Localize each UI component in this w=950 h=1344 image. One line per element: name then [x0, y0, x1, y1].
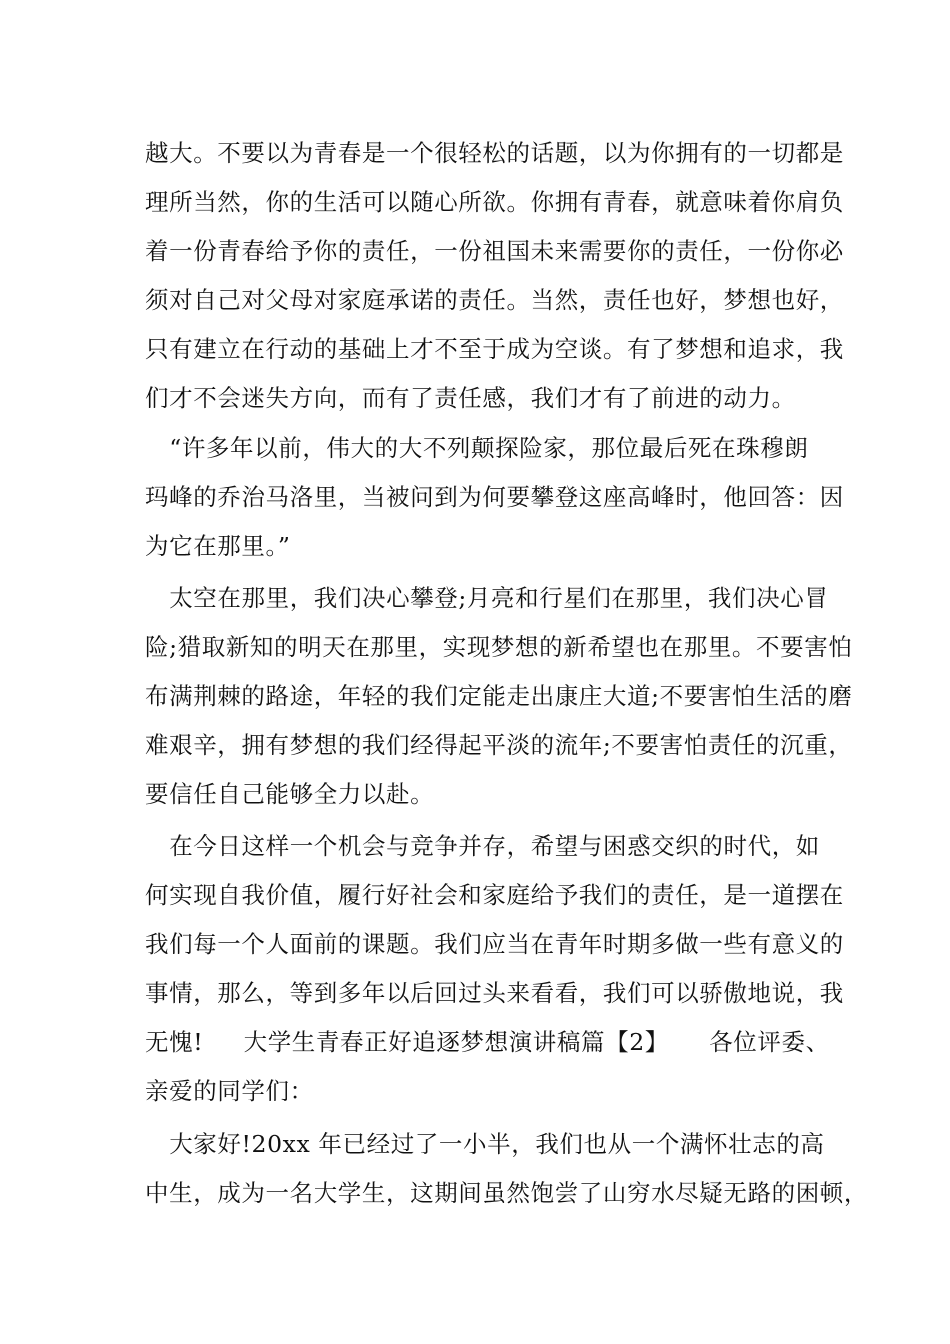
text-line: 理所当然，你的生活可以随心所欲。你拥有青春，就意味着你肩负	[145, 188, 844, 216]
text-line: 着一份青春给予你的责任，一份祖国未来需要你的责任，一份你必	[145, 237, 844, 265]
text-line: 险;猎取新知的明天在那里，实现梦想的新希望也在那里。不要害怕	[145, 633, 853, 661]
text-line: 事情，那么，等到多年以后回过头来看看，我们可以骄傲地说，我	[145, 979, 844, 1007]
text-line: 们才不会迷失方向，而有了责任感，我们才有了前进的动力。	[145, 384, 796, 412]
text-line: 亲爱的同学们：	[145, 1077, 314, 1105]
text-line: 中生，成为一名大学生，这期间虽然饱尝了山穷水尽疑无路的困顿，	[145, 1179, 868, 1207]
text-line: 难艰辛，拥有梦想的我们经得起平淡的流年;不要害怕责任的沉重，	[145, 731, 853, 759]
text-line: 在今日这样一个机会与竞争并存，希望与困惑交织的时代，如	[145, 832, 820, 860]
text-line: 大家好!20xx 年已经过了一小半，我们也从一个满怀壮志的高	[145, 1130, 825, 1158]
text-line: 越大。不要以为青春是一个很轻松的话题，以为你拥有的一切都是	[145, 139, 844, 167]
text-line: “许多年以前，伟大的大不列颠探险家，那位最后死在珠穆朗	[145, 434, 809, 462]
text-line: 何实现自我价值，履行好社会和家庭给予我们的责任，是一道摆在	[145, 881, 844, 909]
text-line: 布满荆棘的路途，年轻的我们定能走出康庄大道;不要害怕生活的磨	[145, 682, 853, 710]
text-line: 为它在那里。”	[145, 532, 291, 560]
text-line: 要信任自己能够全力以赴。	[145, 780, 435, 808]
text-line: 须对自己对父母对家庭承诺的责任。当然，责任也好，梦想也好，	[145, 286, 844, 314]
text-line: 太空在那里，我们决心攀登;月亮和行星们在那里，我们决心冒	[145, 584, 829, 612]
text-line: 只有建立在行动的基础上才不至于成为空谈。有了梦想和追求，我	[145, 335, 844, 363]
text-line: 无愧! 大学生青春正好追逐梦想演讲稿篇【2】 各位评委、	[145, 1028, 830, 1056]
text-line: 我们每一个人面前的课题。我们应当在青年时期多做一些有意义的	[145, 930, 844, 958]
text-line: 玛峰的乔治马洛里，当被问到为何要攀登这座高峰时，他回答：因	[145, 483, 844, 511]
